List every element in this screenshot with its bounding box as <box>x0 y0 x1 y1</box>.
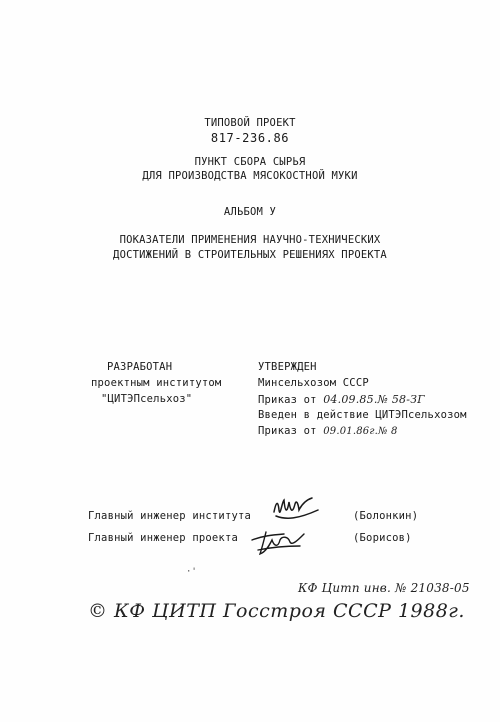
approved-line-2 <box>258 393 425 407</box>
album-description-line-2: ДОСТИЖЕНИЙ В СТРОИТЕЛЬНЫХ РЕШЕНИЯХ ПРОЕКТА <box>113 249 387 261</box>
enacted-order-handwritten: 09.01.86г.№ 8 <box>323 426 398 437</box>
chief-engineer-institute-label: Главный инженер института <box>88 510 252 522</box>
chief-engineer-project-label: Главный инженер проекта <box>88 532 238 544</box>
enacted-order-prefix: Приказ от <box>258 425 317 437</box>
chief-engineer-project-name: (Борисов) <box>353 532 412 544</box>
project-type-heading: ТИПОВОЙ ПРОЕКТ <box>204 117 296 129</box>
developed-heading: РАЗРАБОТАН <box>107 361 173 373</box>
project-number: 817-236.86 <box>210 131 290 145</box>
project-name-line-2: ДЛЯ ПРОИЗВОДСТВА МЯСОКОСТНОЙ МУКИ <box>142 170 358 182</box>
developed-line-1: проектным институтом <box>91 377 222 389</box>
speck-mark: ·' <box>186 567 197 577</box>
approved-order-prefix: Приказ от <box>258 394 317 406</box>
approved-order-handwritten: 04.09.85.№ 58-ЗГ <box>323 393 425 406</box>
album-description-line-1: ПОКАЗАТЕЛИ ПРИМЕНЕНИЯ НАУЧНО-ТЕХНИЧЕСКИХ <box>119 234 381 246</box>
album-label: АЛЬБОМ У <box>223 206 277 218</box>
approved-heading: УТВЕРЖДЕН <box>258 361 317 373</box>
project-name-line-1: ПУНКТ СБОРА СЫРЬЯ <box>194 156 306 168</box>
approved-line-3: Введен в действие ЦИТЭПсельхозом <box>258 409 467 421</box>
inventory-stamp: КФ Цитп инв. № 21038-05 <box>298 581 470 595</box>
approved-line-1: Минсельхозом СССР <box>258 377 369 389</box>
chief-engineer-institute-name: (Болонкин) <box>353 510 419 522</box>
copyright-stamp: © КФ ЦИТП Госстроя СССР 1988г. <box>88 600 465 622</box>
developed-line-2: "ЦИТЭПсельхоз" <box>101 393 193 405</box>
signature-bolonkin <box>268 494 328 528</box>
signature-borisov <box>248 526 318 560</box>
approved-line-4 <box>258 425 398 438</box>
